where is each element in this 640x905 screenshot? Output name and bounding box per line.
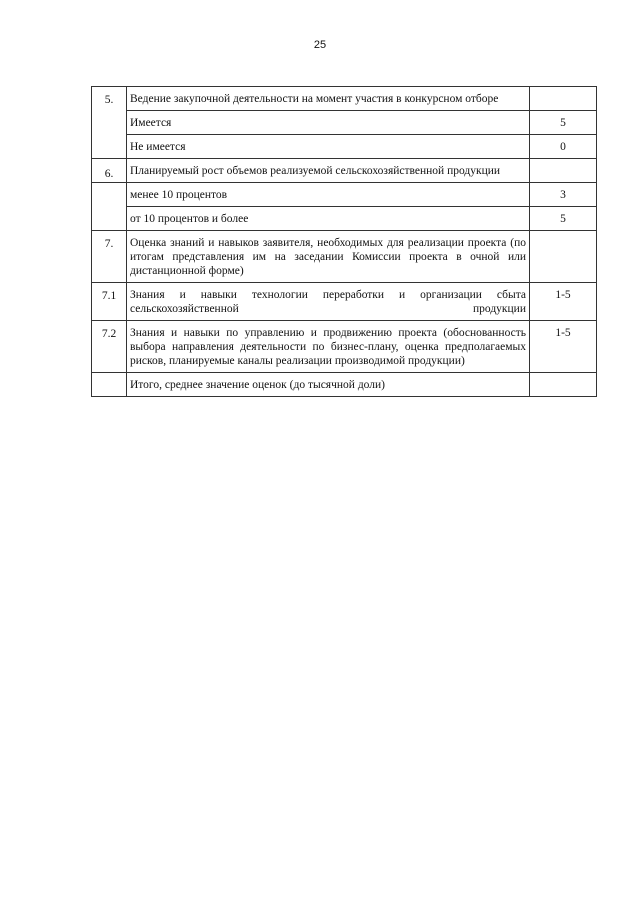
table-row <box>92 87 597 111</box>
table-row <box>92 373 597 397</box>
score-cell: 5 <box>530 111 597 135</box>
score-cell: 3 <box>530 183 597 207</box>
row-number: 5. <box>92 87 127 159</box>
table-row <box>92 183 597 207</box>
score-cell <box>530 159 597 183</box>
criteria-table <box>91 86 597 397</box>
table-row <box>92 135 597 159</box>
score-cell <box>530 373 597 397</box>
criterion-option: Имеется <box>127 111 530 135</box>
criterion-description: Оценка знаний и навыков заявителя, необходимых для реализации проекта (по итогам представления им на заседании Комиссии проекта в очной или дистанционной форме) <box>127 231 530 283</box>
score-cell: 0 <box>530 135 597 159</box>
row-number <box>92 373 127 397</box>
table-row <box>92 283 597 321</box>
criterion-option: от 10 процентов и более <box>127 207 530 231</box>
criterion-description: Знания и навыки по управлению и продвижению проекта (обоснованность выбора направления деятельности по бизнес-плану, оценка предполагаемых рисков, планируемые каналы реализации производимой продукции) <box>127 321 530 373</box>
row-number: 6. <box>92 159 127 183</box>
table-row <box>92 159 597 183</box>
row-number-empty <box>92 183 127 231</box>
table-row <box>92 207 597 231</box>
page-number: 25 <box>313 39 327 51</box>
total-label: Итого, среднее значение оценок (до тысячной доли) <box>127 373 530 397</box>
criterion-description: Ведение закупочной деятельности на момент участия в конкурсном отборе <box>127 87 530 111</box>
criterion-option: Не имеется <box>127 135 530 159</box>
table-row <box>92 231 597 283</box>
row-number: 7. <box>92 231 127 283</box>
score-cell: 1-5 <box>530 321 597 373</box>
row-number: 7.1 <box>92 283 127 321</box>
row-number: 7.2 <box>92 321 127 373</box>
score-cell <box>530 87 597 111</box>
score-cell: 5 <box>530 207 597 231</box>
score-cell: 1-5 <box>530 283 597 321</box>
criterion-description: Знания и навыки технологии переработки и организации сбыта сельскохозяйственной продукции <box>127 283 530 321</box>
score-cell <box>530 231 597 283</box>
criterion-option: менее 10 процентов <box>127 183 530 207</box>
table-row <box>92 321 597 373</box>
criterion-description: Планируемый рост объемов реализуемой сельскохозяйственной продукции <box>127 159 530 183</box>
table-row <box>92 111 597 135</box>
